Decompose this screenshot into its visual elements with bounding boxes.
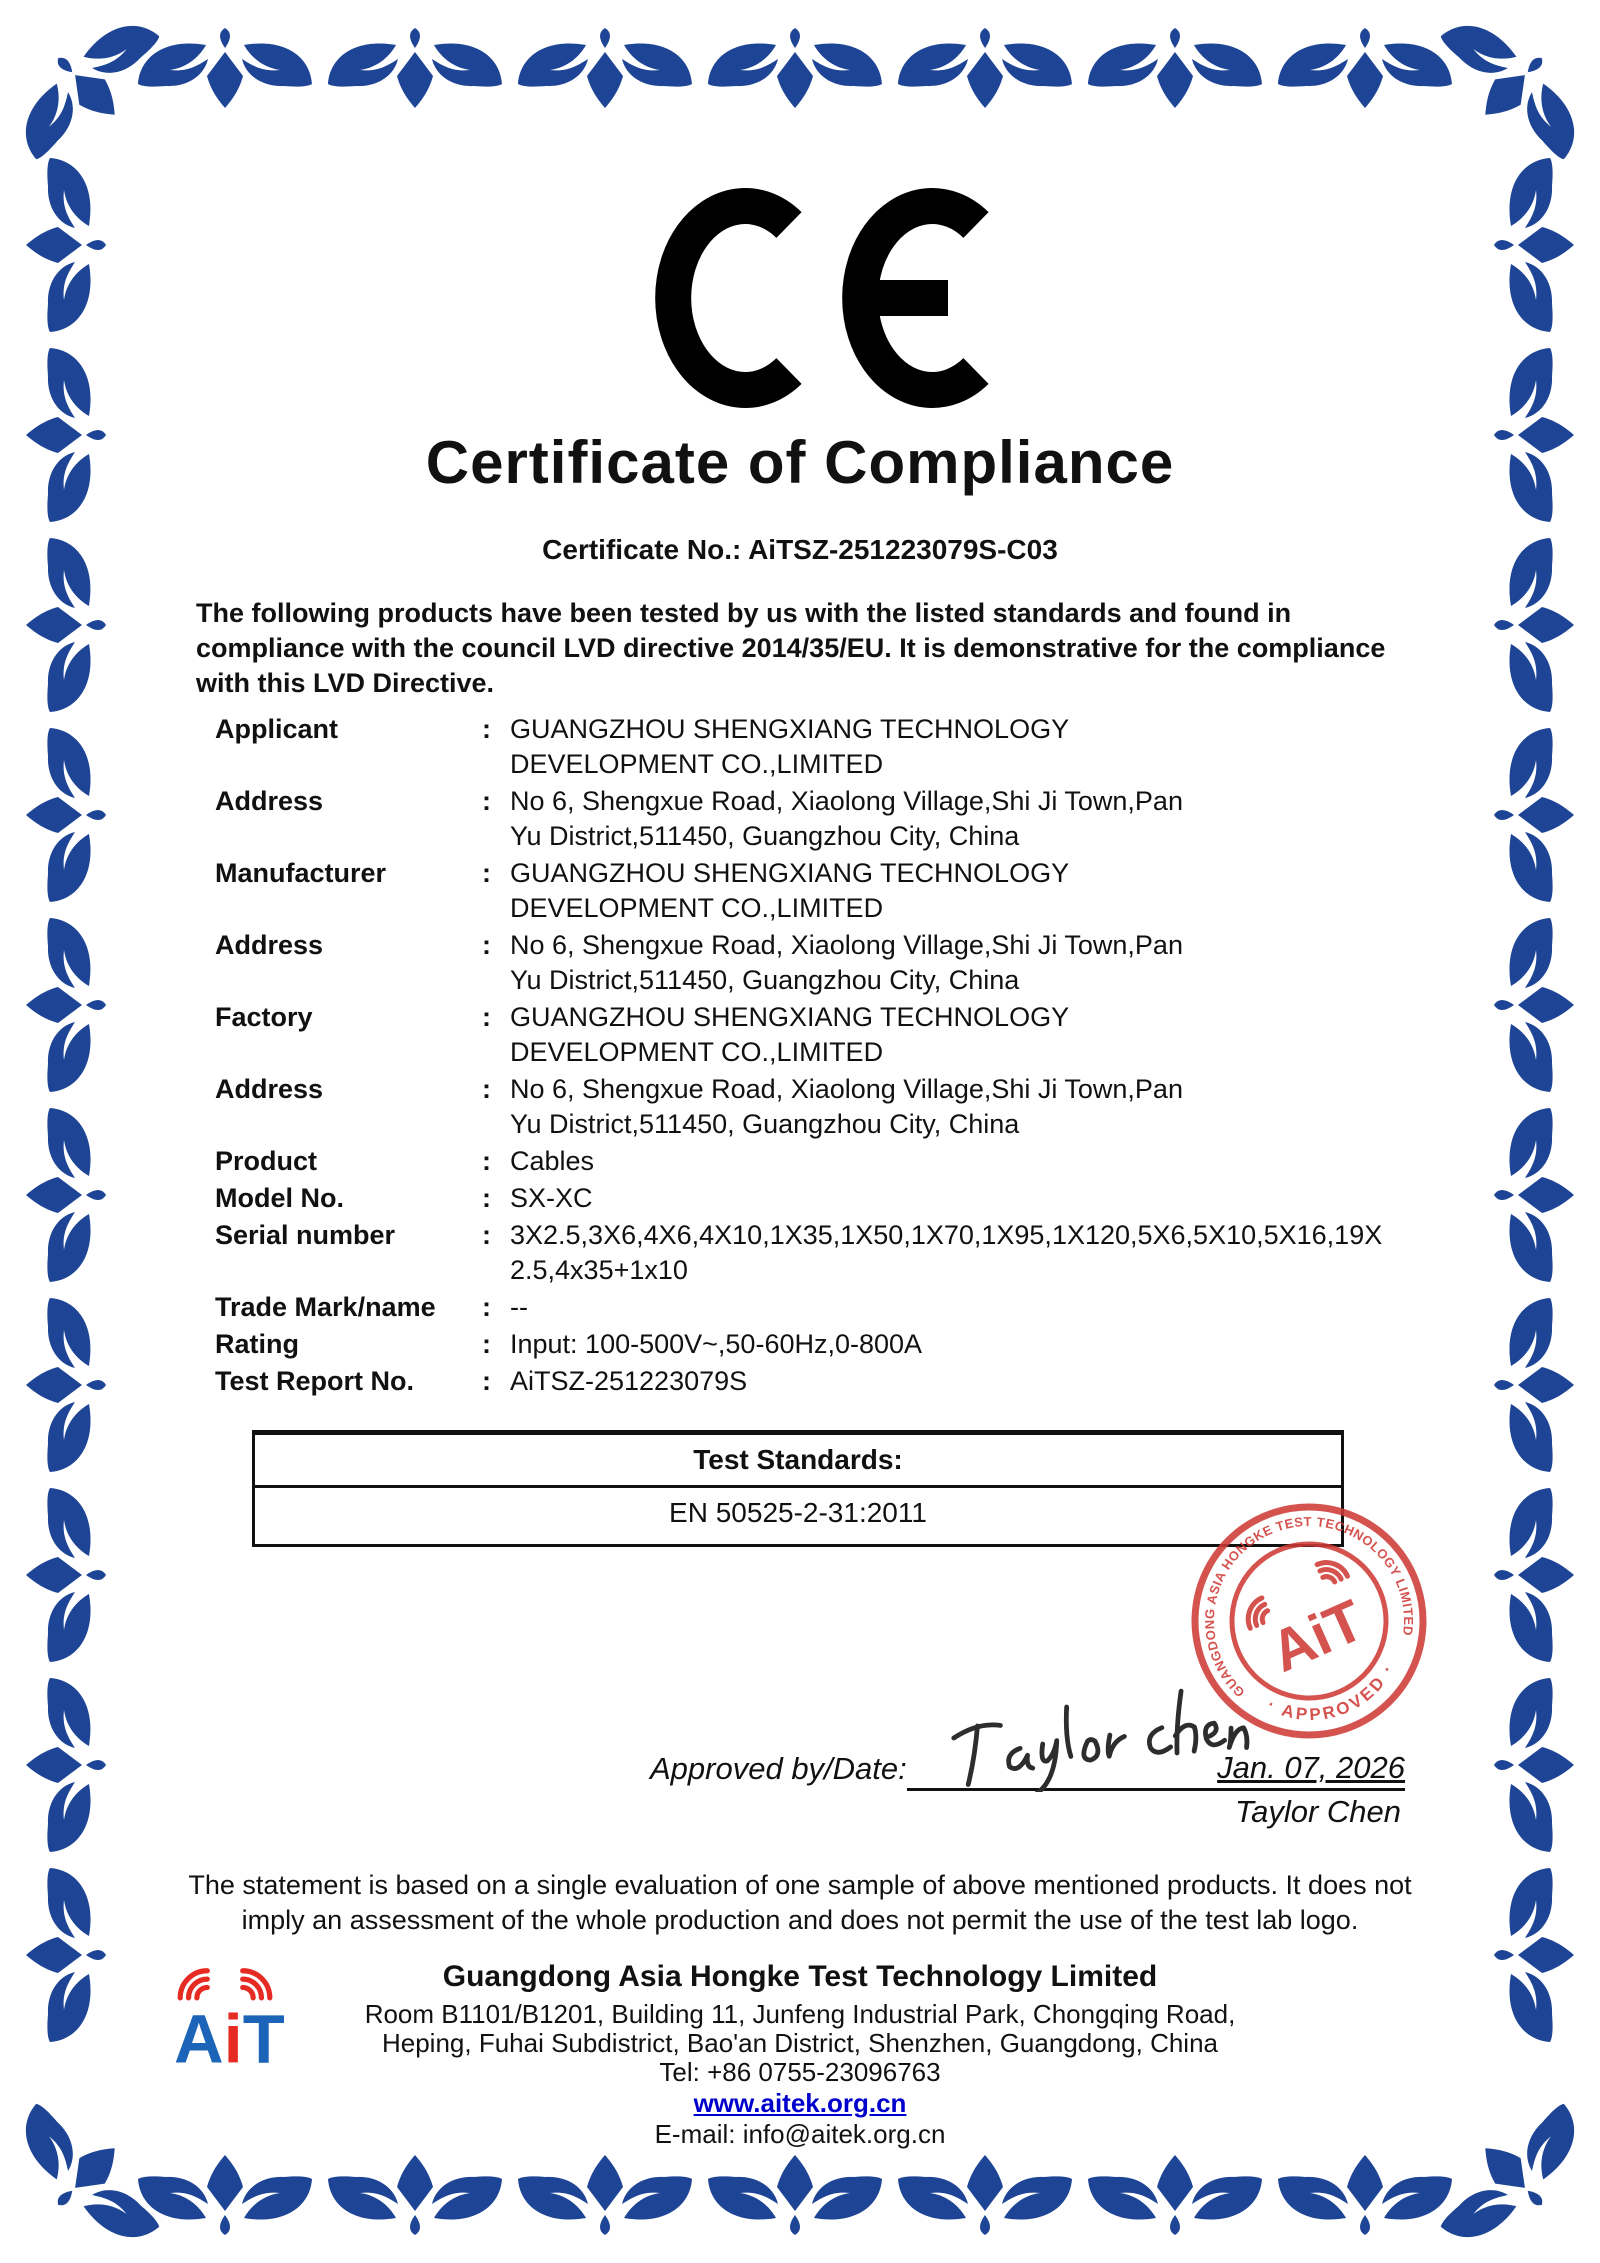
field-value-line: No 6, Shengxue Road, Xiaolong Village,Shi Ji Town,Pan [510,930,1183,960]
test-standards-table [252,1430,1344,1547]
field-label: Manufacturer [215,858,387,888]
test-standards-row: EN 50525-2-31:2011 [669,1497,927,1528]
certificate-fields [215,712,1455,1401]
disclaimer-statement [170,1868,1430,1938]
field-label: Trade Mark/name [215,1292,436,1322]
field-value-line: -- [510,1292,528,1322]
footer-address-line: Room B1101/B1201, Building 11, Junfeng Industrial Park, Chongqing Road, [364,1999,1236,2029]
field-value-line: GUANGZHOU SHENGXIANG TECHNOLOGY [510,858,1070,888]
certificate-number-label: Certificate No.: [542,534,742,565]
field-label: Address [215,930,324,960]
field-value-line: Input: 100-500V~,50-60Hz,0-800A [510,1329,923,1359]
certificate-number-value: AiTSZ-251223079S-C03 [748,534,1058,565]
footer [0,1960,1600,2149]
ce-mark-logo [620,182,1040,422]
field-value-line: DEVELOPMENT CO.,LIMITED [510,1037,884,1067]
statement-line: imply an assessment of the whole production and does not permit the use of the test lab logo. [241,1905,1359,1935]
field-row-address: Address : No 6, Shengxue Road, Xiaolong Village,Shi Ji Town,Pan Yu District,511450, Guangzhou City, China [215,784,1455,854]
field-label: Test Report No. [215,1366,415,1396]
field-value-line: Cables [510,1146,595,1176]
field-row-address: Address : No 6, Shengxue Road, Xiaolong Village,Shi Ji Town,Pan Yu District,511450, Guangzhou City, China [215,928,1455,998]
field-label: Address [215,1074,324,1104]
certificate-number-line [0,534,1600,566]
footer-address-line: Heping, Fuhai Subdistrict, Bao'an District, Shenzhen, Guangdong, China [381,2028,1218,2058]
ait-logo-letter: T [242,2000,285,2077]
ait-logo-letter: A [173,2000,224,2077]
field-label: Factory [215,1002,313,1032]
field-row-manufacturer: Manufacturer : GUANGZHOU SHENGXIANG TECHNOLOGY DEVELOPMENT CO.,LIMITED [215,856,1455,926]
field-value-line: DEVELOPMENT CO.,LIMITED [510,893,884,923]
field-row-product: Product : Cables [215,1144,1455,1179]
approval-row [650,1736,1405,1791]
field-row-trademark: Trade Mark/name : -- [215,1290,1455,1325]
field-row-rating: Rating : Input: 100-500V~,50-60Hz,0-800A [215,1327,1455,1362]
field-row-model-no: Model No. : SX-XC [215,1181,1455,1216]
footer-company-name: Guangdong Asia Hongke Test Technology Limited [442,1960,1158,1993]
stamp-ring-text: GUANGDONG ASIA HONGKE TEST TECHNOLOGY LIMITED [1201,1514,1417,1701]
stamp-approved-text: · APPROVED · [1264,1659,1399,1725]
footer-website-link[interactable]: www.aitek.org.cn [693,2088,907,2118]
footer-email: E-mail: info@aitek.org.cn [654,2119,946,2149]
ait-logo-letter: i [223,2000,243,2077]
test-standards-header: Test Standards: [255,1435,1341,1488]
field-value-line: GUANGZHOU SHENGXIANG TECHNOLOGY [510,1002,1070,1032]
stamp-ait-logo-text: AiT [1261,1587,1374,1685]
approval-date: Jan. 07, 2026 [1217,1750,1405,1785]
field-label: Address [215,786,324,816]
approved-by-label: Approved by/Date: [650,1751,907,1786]
signature-line [907,1736,1405,1791]
field-value-line: SX-XC [510,1183,593,1213]
intro-paragraph: The following products have been tested by us with the listed standards and found in compliance with the council LVD directive 2014/35/EU. It is demonstrative for the compliance with this LVD Directive. [196,598,1386,698]
field-row-applicant: Applicant : GUANGZHOU SHENGXIANG TECHNOLOGY DEVELOPMENT CO.,LIMITED [215,712,1455,782]
field-value-line: 2.5,4x35+1x10 [510,1255,688,1285]
field-value-line: GUANGZHOU SHENGXIANG TECHNOLOGY [510,714,1070,744]
field-value-line: No 6, Shengxue Road, Xiaolong Village,Shi Ji Town,Pan [510,786,1183,816]
field-value-line: DEVELOPMENT CO.,LIMITED [510,749,884,779]
handwritten-signature [935,1687,1255,1792]
field-row-serial-number: Serial number : 3X2.5,3X6,4X6,4X10,1X35,1X50,1X70,1X95,1X120,5X6,5X10,5X16,19X 2.5,4x35+1x10 [215,1218,1455,1288]
field-value-line: AiTSZ-251223079S [510,1366,748,1396]
field-label: Serial number [215,1220,396,1250]
statement-line: The statement is based on a single evaluation of one sample of above mentioned products. It does not [188,1870,1412,1900]
field-row-address: Address : No 6, Shengxue Road, Xiaolong Village,Shi Ji Town,Pan Yu District,511450, Guangzhou City, China [215,1072,1455,1142]
field-value-line: No 6, Shengxue Road, Xiaolong Village,Shi Ji Town,Pan [510,1074,1183,1104]
field-value-line: Yu District,511450, Guangzhou City, China [510,1109,1020,1139]
field-row-factory: Factory : GUANGZHOU SHENGXIANG TECHNOLOGY DEVELOPMENT CO.,LIMITED [215,1000,1455,1070]
footer-telephone: Tel: +86 0755-23096763 [659,2057,941,2087]
field-label: Applicant [215,714,339,744]
field-row-test-report-no: Test Report No. : AiTSZ-251223079S [215,1364,1455,1399]
field-value-line: Yu District,511450, Guangzhou City, China [510,965,1020,995]
page-title: Certificate of Compliance [425,429,1175,496]
field-value-line: 3X2.5,3X6,4X6,4X10,1X35,1X50,1X70,1X95,1X120,5X6,5X10,5X16,19X [510,1220,1383,1250]
approver-printed-name: Taylor Chen [1234,1794,1401,1829]
field-value-line: Yu District,511450, Guangzhou City, China [510,821,1020,851]
field-label: Rating [215,1329,299,1359]
field-label: Product [215,1146,318,1176]
field-label: Model No. [215,1183,344,1213]
